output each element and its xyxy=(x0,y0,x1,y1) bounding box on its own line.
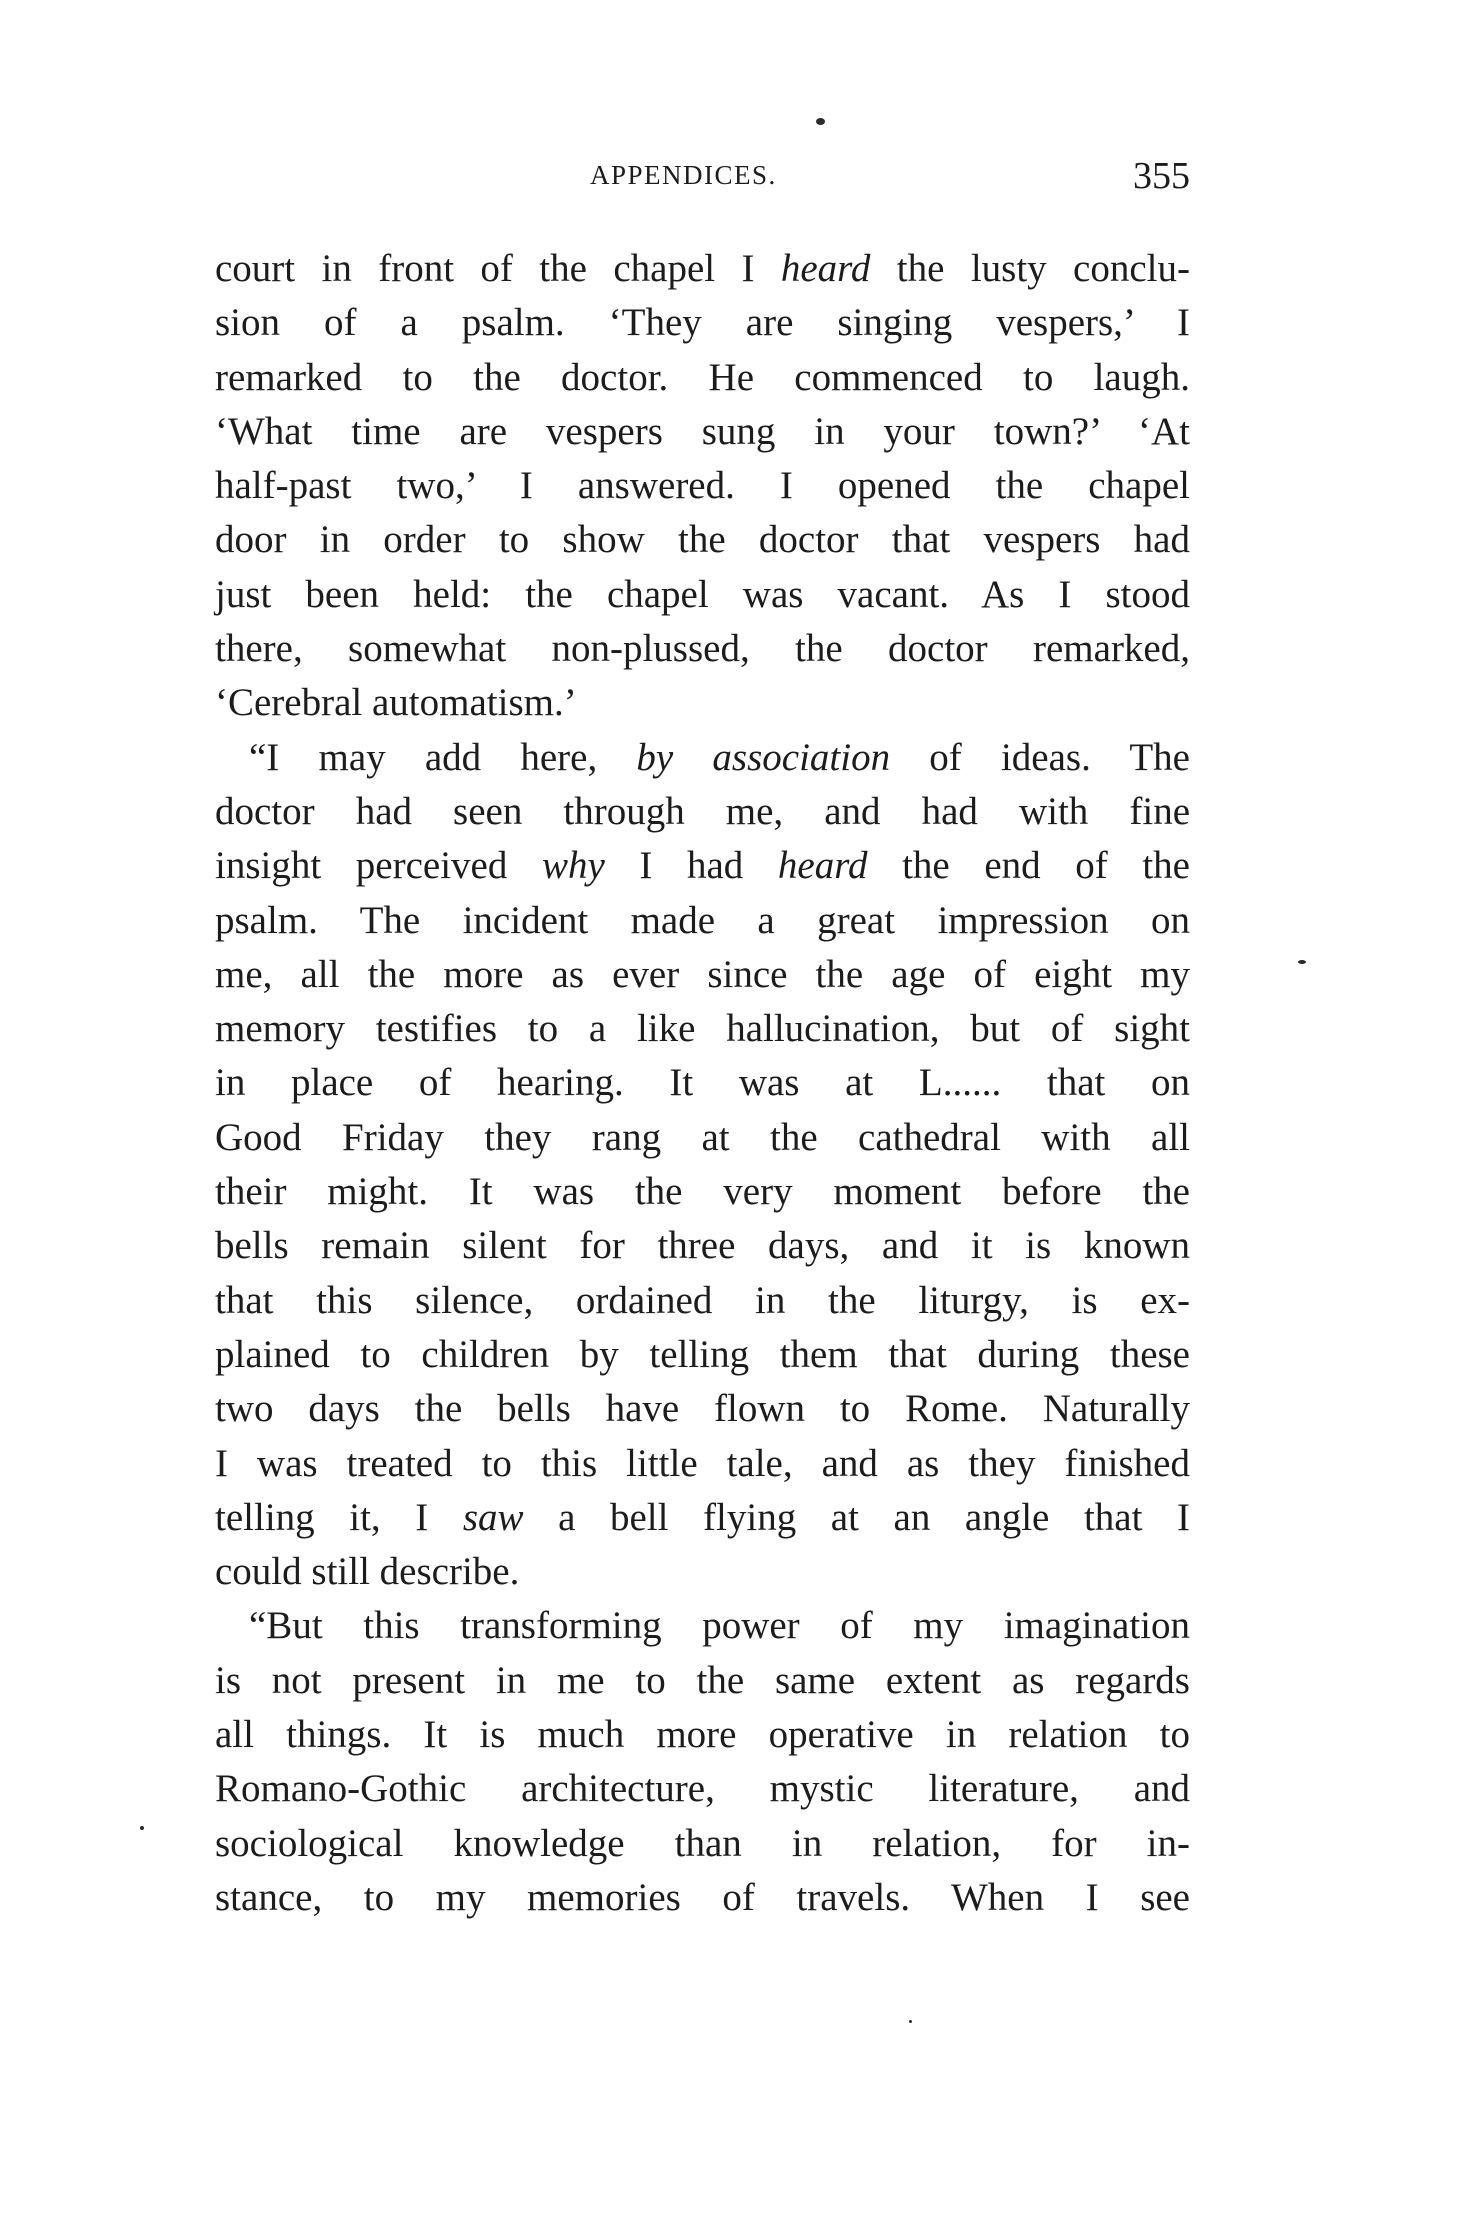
text-line xyxy=(215,405,1190,459)
line-text: Romano-Gothic architecture, mystic literature, and xyxy=(215,1767,1190,1811)
line-text: bells remain silent for three days, and it is known xyxy=(215,1224,1190,1268)
line-text: court in front of the chapel I xyxy=(215,247,781,290)
line-text: a bell flying at an angle that I xyxy=(523,1495,1190,1539)
text-line xyxy=(215,622,1190,676)
line-text: there, somewhat non-plussed, the doctor remarked, xyxy=(215,627,1190,671)
text-line xyxy=(215,1382,1190,1436)
line-text: stance, to my memories of travels. When I see xyxy=(215,1875,1190,1919)
text-line xyxy=(215,1002,1190,1056)
text-line xyxy=(215,1111,1190,1165)
line-text: all things. It is much more operative in relation to xyxy=(215,1713,1190,1757)
emphasis-text: by association xyxy=(636,735,891,779)
line-text: in place of hearing. It was at L...... that on xyxy=(215,1061,1190,1105)
line-text: doctor had seen through me, and had with fine xyxy=(215,789,1190,833)
text-line xyxy=(215,1274,1190,1328)
ink-speck xyxy=(909,2020,912,2023)
text-line xyxy=(215,1545,1190,1599)
line-text: just been held: the chapel was vacant. As I stood xyxy=(215,572,1190,616)
text-line xyxy=(215,513,1190,567)
line-text: ‘What time are vespers sung in your town?’ ‘At xyxy=(215,409,1190,453)
line-text: the end of the xyxy=(867,844,1190,888)
text-line xyxy=(215,1762,1190,1816)
text-line xyxy=(215,242,1190,296)
line-text: Good Friday they rang at the cathedral with all xyxy=(215,1115,1190,1159)
emphasis-text: why xyxy=(541,844,605,888)
emphasis-text: saw xyxy=(462,1495,524,1539)
ink-speck xyxy=(816,118,825,125)
text-line xyxy=(215,894,1190,948)
text-line xyxy=(215,1491,1190,1545)
text-line xyxy=(215,459,1190,513)
line-text: remarked to the doctor. He commenced to laugh. xyxy=(215,355,1190,399)
text-line xyxy=(215,1437,1190,1491)
ink-speck xyxy=(140,1826,144,1830)
page-number: 355 xyxy=(1133,155,1190,197)
text-line xyxy=(215,351,1190,405)
line-text: I had xyxy=(604,844,778,888)
line-text: memory testifies to a like hallucination, but of sight xyxy=(215,1007,1190,1051)
line-text: door in order to show the doctor that vespers had xyxy=(215,518,1190,562)
line-text: “I may add here, xyxy=(249,735,637,779)
text-line xyxy=(215,1599,1190,1653)
emphasis-text: heard xyxy=(777,844,868,888)
running-head xyxy=(215,154,1190,214)
text-line xyxy=(215,785,1190,839)
line-text: sociological knowledge than in relation, for in- xyxy=(215,1821,1190,1865)
text-line xyxy=(215,1056,1190,1110)
body-text xyxy=(215,242,1190,1925)
line-text: “But this transforming power of my imagination xyxy=(249,1604,1190,1648)
text-line xyxy=(215,1708,1190,1762)
text-line xyxy=(215,948,1190,1002)
line-text: telling it, I xyxy=(215,1495,463,1539)
text-line xyxy=(215,1219,1190,1273)
line-text: could still describe. xyxy=(215,1550,520,1594)
line-text: that this silence, ordained in the liturgy, is ex- xyxy=(215,1278,1190,1322)
line-text: I was treated to this little tale, and as they finished xyxy=(215,1441,1190,1485)
text-line xyxy=(215,1871,1190,1925)
line-text: psalm. The incident made a great impression on xyxy=(215,898,1190,942)
line-text: two days the bells have flown to Rome. Naturally xyxy=(215,1387,1190,1431)
text-line xyxy=(215,1654,1190,1708)
text-line xyxy=(215,1165,1190,1219)
text-line xyxy=(215,296,1190,350)
line-text: of ideas. The xyxy=(890,735,1190,779)
line-text: plained to children by telling them that during these xyxy=(215,1332,1190,1376)
emphasis-text: heard xyxy=(780,247,871,290)
text-line xyxy=(215,731,1190,785)
line-text: me, all the more as ever since the age of eight my xyxy=(215,952,1190,996)
text-line xyxy=(215,568,1190,622)
text-line xyxy=(215,839,1190,893)
text-line xyxy=(215,1328,1190,1382)
line-text: half-past two,’ I answered. I opened the chapel xyxy=(215,464,1190,508)
line-text: the lusty conclu- xyxy=(870,247,1190,290)
running-title: APPENDICES. xyxy=(590,160,777,190)
line-text: ‘Cerebral automatism.’ xyxy=(215,681,577,725)
text-line xyxy=(215,676,1190,730)
line-text: insight perceived xyxy=(215,844,542,888)
line-text: sion of a psalm. ‘They are singing vespers,’ I xyxy=(215,301,1190,345)
text-line xyxy=(215,1817,1190,1871)
line-text: their might. It was the very moment before the xyxy=(215,1170,1190,1214)
ink-speck xyxy=(1298,960,1306,964)
line-text: is not present in me to the same extent as regards xyxy=(215,1658,1190,1702)
